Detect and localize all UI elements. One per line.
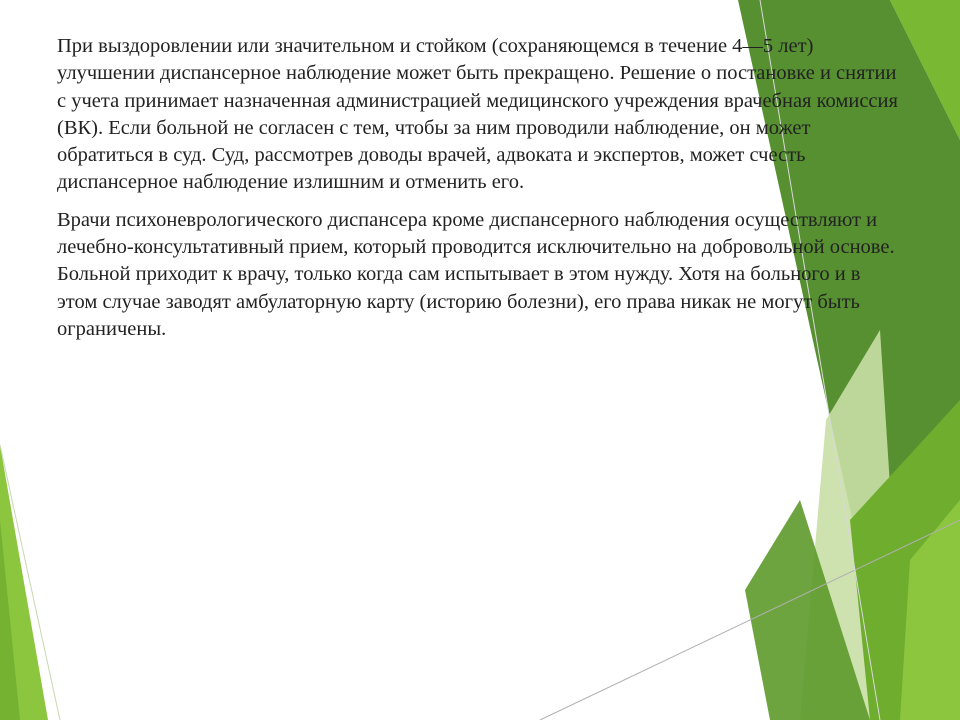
slide-body-text: [57, 33, 902, 353]
paragraph-deregistration: При выздоровлении или значительном и стойком (сохраняющемся в течение 4—5 лет) улучшении диспансерное наблюдение может быть прекращено. Решение о постановке и снятии с учета принимает назначенная администрацией медицинского учреждения врачебная комиссия (ВК). Если больной не согласен с тем, чтобы за ним проводили наблюдение, он может обратиться в суд. Суд, рассмотрев доводы врачей, адвоката и экспертов, может счесть диспансерное наблюдение излишним и отменить его.: [57, 35, 898, 194]
paragraph-consultative-reception: Врачи психоневрологического диспансера кроме диспансерного наблюдения осуществляют и лечебно-консультативный прием, который проводится исключительно на добровольной основе. Больной приходит к врачу, только когда сам испытывает в этом нужду. Хотя на больного и в этом случае заводят амбулаторную карту (историю болезни), его права никак не могут быть ограничены.: [57, 208, 895, 340]
